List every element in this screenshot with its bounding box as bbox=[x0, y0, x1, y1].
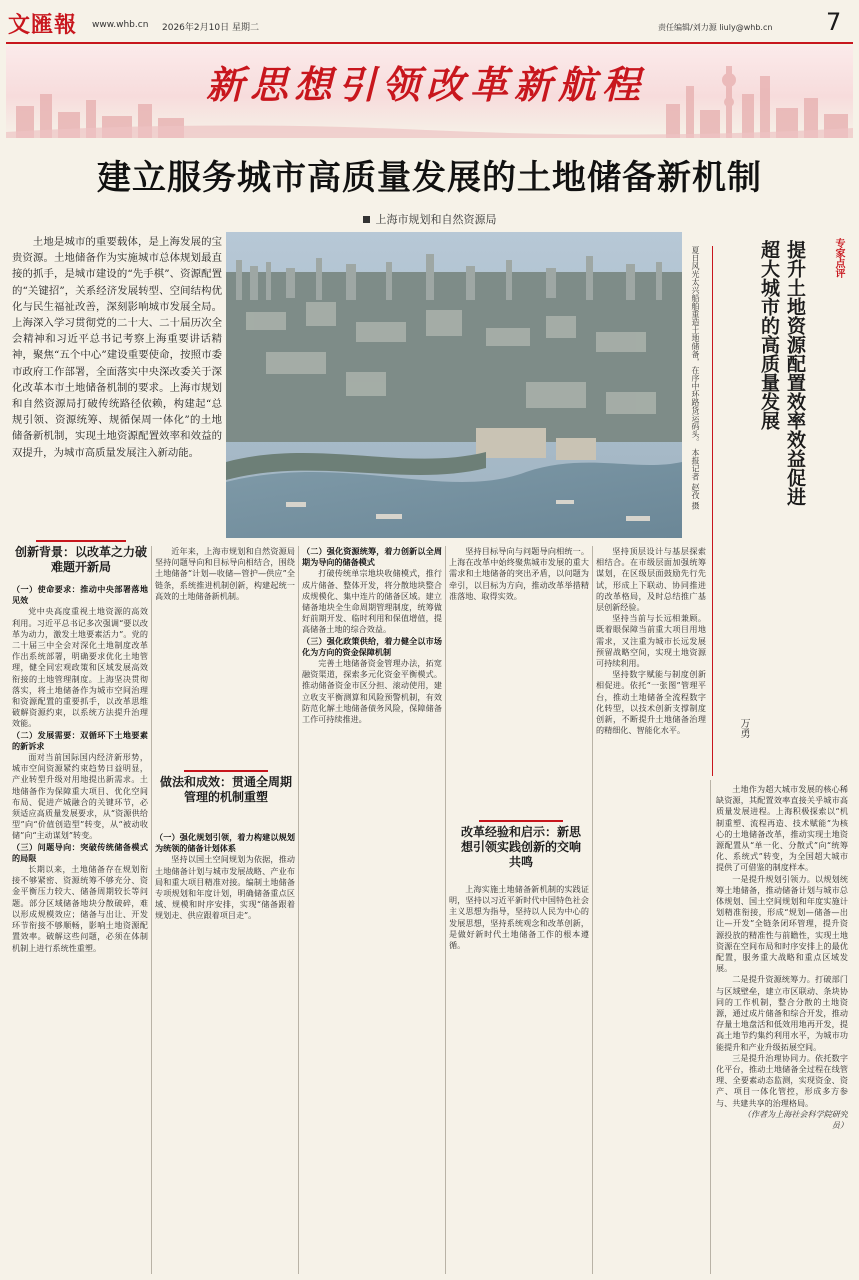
article-byline bbox=[0, 211, 859, 227]
body-text: 二是提升资源统筹力。打破部门与区域壁垒，建立市区联动、条块协同的工作机制，整合分散的土地资源，通过成片储备和综合开发，推动存量土地盘活和低效用地再开发，提高土地节约集约利用水平，为城市功能提升和产业升级拓展空间。 bbox=[716, 974, 848, 1052]
column-4-top bbox=[449, 546, 589, 804]
photo-illustration bbox=[226, 232, 682, 538]
body-text: 坚持以国土空间规划为依据，推动土地储备计划与城市发展战略、产业布局和重大项目精准对接。编制土地储备专项规划和年度计划，明确储备重点区域、规模和时序安排，实现“储备跟着规划走、供应跟着项目走”。 bbox=[155, 854, 295, 921]
section-header-2-text: 做法和成效：贯通全周期管理的机制重塑 bbox=[160, 775, 293, 804]
header-accent-bar bbox=[479, 820, 563, 822]
byline-text: 上海市规划和自然资源局 bbox=[375, 213, 497, 226]
body-text: 土地作为超大城市发展的核心稀缺资源，其配置效率直接关乎城市高质量发展进程。上海积极探索以“机制重塑、流程再造、技术赋能”为核心的土地储备改革，推动实现土地资源配置从“单一化、分散式”向“统筹化、系统式”转变，为全国超大城市提供了可借鉴的制度样本。 bbox=[716, 784, 848, 873]
article-title: 建立服务城市高质量发展的土地储备新机制 bbox=[97, 158, 762, 198]
section-header-2 bbox=[160, 770, 292, 805]
column-2 bbox=[155, 832, 295, 1274]
lead-paragraph bbox=[12, 234, 222, 534]
subhead: （一）强化规划引领，着力构建以规划为统领的储备计划体系 bbox=[155, 832, 295, 854]
body-text: 打破传统单宗地块收储模式，推行成片储备、整体开发，将分散地块整合成规模化、集中连片的储备区域。建立储备地块全生命周期管理制度，统筹做好前期开发、临时利用和保值增值，提高储备土地的综合效益。 bbox=[302, 568, 442, 635]
editor-credit: 责任编辑/刘力源 liuly@whb.cn bbox=[658, 23, 773, 32]
subhead: （二）发展需要：双循环下土地要素的新诉求 bbox=[12, 729, 148, 751]
page-number: 7 bbox=[826, 8, 842, 36]
body-text: 完善土地储备资金管理办法，拓宽融资渠道，探索多元化资金平衡模式。推动储备资金市区分担、滚动使用，建立收支平衡测算和风险预警机制，有效防范化解土地储备债务风险，保障储备工作可持续推进。 bbox=[302, 658, 442, 725]
column-divider bbox=[151, 546, 152, 1274]
header-rule bbox=[6, 42, 853, 44]
body-text: 坚持数字赋能与制度创新相促进。依托“一张图”管理平台，推动土地储备全流程数字化转型，以技术创新支撑制度创新，不断提升土地储备治理的精细化、智能化水平。 bbox=[596, 669, 706, 736]
column-divider bbox=[592, 546, 593, 1274]
body-text: 面对当前国际国内经济新形势，城市空间资源紧约束趋势日益明显，产业转型升级对用地提出新需求。土地储备作为保障重大项目、优化空间布局、促进产城融合的关键环节，必须适应高质量发展要求，从“资源供给型”向“价值创造型”转变，从“被动收储”向“主动谋划”转变。 bbox=[12, 752, 148, 841]
section-header-1-text: 创新背景：以改革之力破难题开新局 bbox=[14, 545, 147, 574]
body-text: 党中央高度重视土地资源的高效利用。习近平总书记多次强调“要以改革为动力，激发土地要素活力”。党的二十届三中全会对深化土地制度改革作出系统部署，明确要求优化土地管理，健全同宏观政策和区域发展高效衔接的土地管理制度。上海坚决贯彻落实，将土地储备作为城市空间治理和资源配置的重要抓手，以改革思维破解资源约束，以系统方法提升治理效能。 bbox=[12, 606, 148, 729]
subhead: （一）使命要求：推动中央部署落地见效 bbox=[12, 584, 148, 606]
section-header-1 bbox=[14, 540, 148, 575]
commentary-body bbox=[716, 784, 848, 1274]
body-text: 长期以来，土地储备存在规划衔接不够紧密、资源统筹不够充分、资金平衡压力较大、储备周期较长等问题。部分区域储备地块分散破碎，难以形成规模效应；储备与出让、开发环节衔接不够顺畅，影响土地资源配置效率。破解这些问题，必须在体制机制上进行系统性重塑。 bbox=[12, 864, 148, 953]
author-note: （作者为上海社会科学院研究员） bbox=[742, 1108, 848, 1131]
subhead: （三）问题导向：突破传统储备模式的局限 bbox=[12, 841, 148, 863]
column-2-top bbox=[155, 546, 295, 756]
body-text: 一是提升规划引领力。以规划统筹土地储备，推动储备计划与城市总体规划、国土空间规划和年度实施计划精准衔接，形成“规划—储备—出让—开发”全链条闭环管理，提升资源投放的精准性与前瞻性，实现土地资源在空间布局和时序安排上的最优配置，服务重大战略和重点区域发展。 bbox=[716, 873, 848, 974]
body-text: 坚持目标导向与问题导向相统一。上海在改革中始终聚焦城市发展的重大需求和土地储备的突出矛盾，以问题为牵引，以目标为方向，推动改革举措精准落地、取得实效。 bbox=[449, 546, 589, 601]
column-3 bbox=[302, 546, 442, 1274]
lead-text: 土地是城市的重要载体，是上海发展的宝贵资源。土地储备作为实施城市总体规划最直接的抓手，是城市建设的“先手棋”、资源配置的“关键招”，关系经济发展转型、空间结构优化与民生福祉改善，深刻影响城市发展全局。上海深入学习贯彻党的二十大、二十届历次全会精神和习近平总书记考察上海重要讲话精神，聚焦“五个中心”建设重要使命，按照市委市政府工作部署，全面落实中央深改委关于深化改革本市土地储备机制的要求。上海市规划和自然资源局打破传统路径依赖，构建起“总规引领、资源统筹、规循保周一体化”的土地储备新机制，实现土地资源配置效率和效益的双提升，为城市高质量发展注入新动能。 bbox=[12, 236, 222, 459]
commentary-title: 提升土地资源配置效率效益促进超大城市的高质量发展 bbox=[758, 240, 806, 506]
column-5 bbox=[596, 546, 706, 1274]
body-text: 上海实施土地储备新机制的实践证明，坚持以习近平新时代中国特色社会主义思想为指导，坚持以人民为中心的发展思想，坚持系统观念和改革创新，是做好新时代土地储备工作的根本遵循。 bbox=[449, 884, 589, 951]
section-header-3 bbox=[456, 820, 586, 870]
commentary-author: 万勇 bbox=[738, 718, 749, 738]
header-accent-bar bbox=[36, 540, 126, 542]
newspaper-logo: 文匯報 bbox=[8, 12, 78, 38]
issue-date: 2026年2月10日 星期二 bbox=[162, 23, 259, 33]
body-text: 三是提升治理协同力。依托数字化平台，推动土地储备全过程在线管理、全要素动态监测，实现资金、资产、项目一体化管控，形成多方参与、共建共享的治理格局。 bbox=[716, 1052, 848, 1108]
site-url: www.whb.cn bbox=[92, 20, 149, 30]
banner-title: 新思想引领改革新航程 bbox=[206, 62, 647, 107]
body-text: 坚持当前与长远相兼顾。既着眼保障当前重大项目用地需求，又注重为城市长远发展预留战略空间，实现土地资源可持续利用。 bbox=[596, 613, 706, 669]
sidebar-divider bbox=[712, 246, 713, 776]
header-accent-bar bbox=[184, 770, 268, 772]
column-divider bbox=[445, 546, 446, 1274]
aerial-city-photo bbox=[226, 232, 682, 538]
commentary-tag: 专家点评 bbox=[833, 238, 844, 278]
body-text: 坚持顶层设计与基层探索相结合。在市级层面加强统筹谋划，在区级层面鼓励先行先试，形成上下联动、协同推进的改革格局，及时总结推广基层创新经验。 bbox=[596, 546, 706, 613]
column-divider bbox=[710, 780, 711, 1274]
column-4 bbox=[449, 884, 589, 1274]
section-header-3-text: 改革经验和启示：新思想引领实践创新的交响共鸣 bbox=[460, 825, 581, 869]
photo-caption: 夏日风光太兴船舶重造土地储备，在序中环路货运码头。 本报记者 赵孜 摄 bbox=[691, 246, 700, 510]
subhead: （三）强化政策供给，着力健全以市场化为方向的资金保障机制 bbox=[302, 635, 442, 657]
column-divider bbox=[298, 546, 299, 1274]
body-text: 近年来，上海市规划和自然资源局坚持问题导向和目标导向相结合，围绕土地储备“计划—收储—管护—供应”全链条，系统推进机制创新，构建起统一高效的土地储备新机制。 bbox=[155, 546, 295, 601]
subhead: （二）强化资源统筹，着力创新以全周期为导向的储备模式 bbox=[302, 546, 442, 568]
column-1 bbox=[12, 584, 148, 1274]
square-bullet-icon bbox=[363, 216, 370, 223]
